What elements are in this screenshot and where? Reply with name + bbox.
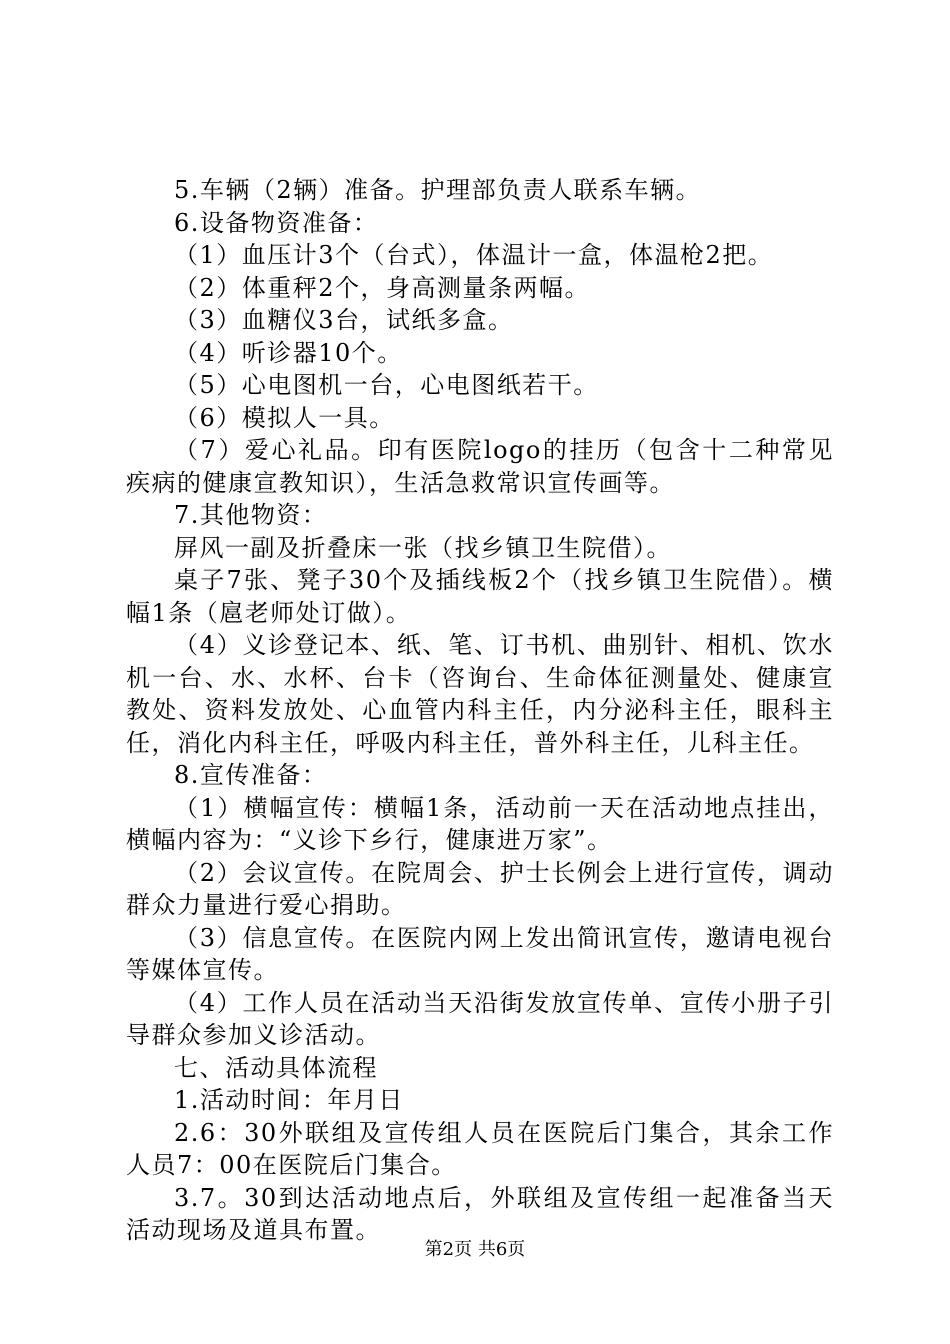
paragraph-publicity-1: （1）横幅宣传：横幅1条，活动前一天在活动地点挂出，横幅内容为：“义诊下乡行，健康进万家”。	[126, 793, 834, 854]
paragraph-publicity-4: （4）工作人员在活动当天沿街发放宣传单、宣传小册子引导群众参加义诊活动。	[126, 988, 834, 1049]
paragraph-publicity-3: （3）信息宣传。在医院内网上发出简讯宣传，邀请电视台等媒体宣传。	[126, 923, 834, 984]
paragraph-equipment-heading: 6.设备物资准备：	[174, 208, 379, 237]
paragraph-equipment-3: （3）血糖仪3台，试纸多盒。	[174, 306, 514, 334]
paragraph-publicity-heading: 8.宣传准备：	[174, 761, 328, 789]
paragraph-other-heading: 7.其他物资：	[174, 501, 328, 529]
paragraph-process-arrival: 3.7。30到达活动地点后，外联组及宣传组一起准备当天活动现场及道具布置。	[126, 1183, 834, 1244]
page-footer: 第2页 共6页	[424, 1239, 526, 1260]
paragraph-equipment-4: （4）听诊器10个。	[174, 338, 403, 367]
section-heading-process: 七、活动具体流程	[174, 1053, 378, 1082]
paragraph-equipment-1: （1）血压计3个（台式），体温计一盒，体温枪2把。	[174, 241, 774, 269]
paragraph-equipment-2: （2）体重秤2个，身高测量条两幅。	[174, 273, 591, 302]
paragraph-other-tables: 桌子7张、凳子30个及插线板2个（找乡镇卫生院借）。横幅1条（扈老师处订做）。	[126, 566, 834, 627]
paragraph-vehicles: 5.车辆（2辆）准备。护理部负责人联系车辆。	[174, 176, 702, 204]
paragraph-process-time: 1.活动时间：年月日	[174, 1086, 404, 1114]
paragraph-equipment-7: （7）爱心礼品。印有医院logo的挂历（包含十二种常见疾病的健康宣教知识），生活急救常识宣传画等。	[126, 436, 834, 497]
paragraph-publicity-2: （2）会议宣传。在院周会、护士长例会上进行宣传，调动群众力量进行爱心捐助。	[126, 858, 834, 919]
paragraph-other-screen: 屏风一副及折叠床一张（找乡镇卫生院借）。	[174, 533, 672, 562]
document-body	[126, 174, 834, 1247]
paragraph-equipment-5: （5）心电图机一台，心电图纸若干。	[174, 371, 599, 399]
paragraph-process-assembly: 2.6：30外联组及宣传组人员在医院后门集合，其余工作人员7：00在医院后门集合。	[126, 1118, 834, 1179]
paragraph-equipment-6: （6）模拟人一具。	[174, 403, 395, 432]
paragraph-other-4: （4）义诊登记本、纸、笔、订书机、曲别针、相机、饮水机一台、水、水杯、台卡（咨询台、生命体征测量处、健康宣教处、资料发放处、心血管内科主任，内分泌科主任，眼科主任，消化内科主任，呼吸内科主任，普外科主任，儿科主任。	[126, 631, 834, 757]
